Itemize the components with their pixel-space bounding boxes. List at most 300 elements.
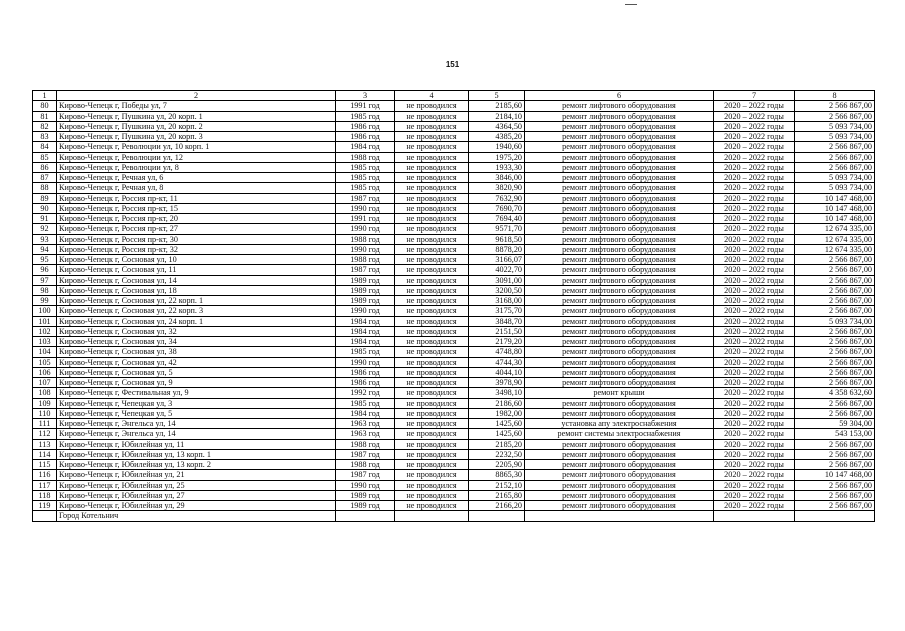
commission-year-cell: 1987 год: [336, 193, 395, 203]
area-cell: 4022,70: [469, 265, 525, 275]
cost-cell: 10 147 468,00: [795, 214, 875, 224]
work-type-cell: ремонт лифтового оборудования: [525, 203, 714, 213]
cost-cell: 2 566 867,00: [795, 367, 875, 377]
address-cell: Кирово-Чепецк г, Победы ул, 7: [57, 101, 336, 111]
header-cell: 5: [469, 91, 525, 101]
area-cell: 3166,07: [469, 255, 525, 265]
row-number-cell: 104: [33, 347, 57, 357]
row-number-cell: 81: [33, 111, 57, 121]
table-row: [33, 265, 875, 275]
address-cell: Кирово-Чепецк г, Юбилейная ул, 25: [57, 480, 336, 490]
commission-year-cell: [336, 511, 395, 521]
area-cell: 1982,00: [469, 408, 525, 418]
area-cell: 7690,70: [469, 203, 525, 213]
table-row: [33, 470, 875, 480]
work-type-cell: ремонт лифтового оборудования: [525, 265, 714, 275]
last-repair-cell: не проводился: [395, 214, 469, 224]
address-cell: Кирово-Чепецк г, Сосновая ул, 24 корп. 1: [57, 316, 336, 326]
commission-year-cell: 1984 год: [336, 142, 395, 152]
work-type-cell: ремонт лифтового оборудования: [525, 132, 714, 142]
address-cell: Кирово-Чепецк г, Юбилейная ул, 27: [57, 490, 336, 500]
table-row: [33, 162, 875, 172]
header-cell: 3: [336, 91, 395, 101]
cost-cell: 2 566 867,00: [795, 449, 875, 459]
table-body: [33, 101, 875, 521]
area-cell: 1425,60: [469, 429, 525, 439]
row-number-cell: 116: [33, 470, 57, 480]
commission-year-cell: 1984 год: [336, 326, 395, 336]
address-cell: Кирово-Чепецк г, Сосновая ул, 34: [57, 337, 336, 347]
cost-cell: 2 566 867,00: [795, 255, 875, 265]
last-repair-cell: не проводился: [395, 460, 469, 470]
last-repair-cell: не проводился: [395, 101, 469, 111]
area-cell: 7694,40: [469, 214, 525, 224]
commission-year-cell: 1984 год: [336, 316, 395, 326]
table-row: [33, 193, 875, 203]
address-cell: Кирово-Чепецк г, Сосновая ул, 42: [57, 357, 336, 367]
page-number: 151: [445, 60, 460, 69]
row-number-cell: [33, 511, 57, 521]
table-row: [33, 244, 875, 254]
work-type-cell: ремонт лифтового оборудования: [525, 367, 714, 377]
row-number-cell: 90: [33, 203, 57, 213]
area-cell: 2151,50: [469, 326, 525, 336]
table-row: [33, 490, 875, 500]
work-type-cell: ремонт лифтового оборудования: [525, 439, 714, 449]
cost-cell: 2 566 867,00: [795, 398, 875, 408]
row-number-cell: 85: [33, 152, 57, 162]
commission-year-cell: 1985 год: [336, 347, 395, 357]
commission-year-cell: 1985 год: [336, 183, 395, 193]
work-type-cell: ремонт лифтового оборудования: [525, 173, 714, 183]
table-row: [33, 439, 875, 449]
work-type-cell: ремонт лифтового оборудования: [525, 460, 714, 470]
work-type-cell: ремонт лифтового оборудования: [525, 285, 714, 295]
last-repair-cell: не проводился: [395, 142, 469, 152]
address-cell: Кирово-Чепецк г, Пушкина ул, 20 корп. 2: [57, 121, 336, 131]
cost-cell: 5 093 734,00: [795, 173, 875, 183]
last-repair-cell: не проводился: [395, 501, 469, 511]
table-row: [33, 173, 875, 183]
cost-cell: 12 674 335,00: [795, 244, 875, 254]
address-cell: Кирово-Чепецк г, Сосновая ул, 5: [57, 367, 336, 377]
work-type-cell: ремонт системы электроснабжения: [525, 429, 714, 439]
commission-year-cell: 1987 год: [336, 265, 395, 275]
cost-cell: [795, 511, 875, 521]
last-repair-cell: не проводился: [395, 296, 469, 306]
table-row: [33, 255, 875, 265]
address-cell: Кирово-Чепецк г, Юбилейная ул, 21: [57, 470, 336, 480]
cost-cell: 2 566 867,00: [795, 347, 875, 357]
area-cell: 2166,20: [469, 501, 525, 511]
row-number-cell: 100: [33, 306, 57, 316]
last-repair-cell: не проводился: [395, 224, 469, 234]
address-cell: Кирово-Чепецк г, Россия пр-кт, 32: [57, 244, 336, 254]
address-cell: Кирово-Чепецк г, Речная ул, 8: [57, 183, 336, 193]
period-cell: 2020 – 2022 годы: [714, 439, 795, 449]
last-repair-cell: не проводился: [395, 357, 469, 367]
area-cell: 3168,00: [469, 296, 525, 306]
cost-cell: 59 304,00: [795, 419, 875, 429]
last-repair-cell: не проводился: [395, 419, 469, 429]
table-row: [33, 121, 875, 131]
work-type-cell: ремонт лифтового оборудования: [525, 326, 714, 336]
last-repair-cell: не проводился: [395, 275, 469, 285]
period-cell: 2020 – 2022 годы: [714, 173, 795, 183]
cost-cell: 2 566 867,00: [795, 306, 875, 316]
table-row: [33, 203, 875, 213]
period-cell: 2020 – 2022 годы: [714, 337, 795, 347]
work-type-cell: ремонт лифтового оборудования: [525, 408, 714, 418]
commission-year-cell: 1989 год: [336, 275, 395, 285]
commission-year-cell: 1990 год: [336, 224, 395, 234]
work-type-cell: ремонт лифтового оборудования: [525, 183, 714, 193]
address-cell: Кирово-Чепецк г, Сосновая ул, 14: [57, 275, 336, 285]
cost-cell: 12 674 335,00: [795, 234, 875, 244]
commission-year-cell: 1991 год: [336, 101, 395, 111]
commission-year-cell: 1988 год: [336, 439, 395, 449]
area-cell: 1975,20: [469, 152, 525, 162]
period-cell: 2020 – 2022 годы: [714, 460, 795, 470]
area-cell: 3848,70: [469, 316, 525, 326]
commission-year-cell: 1987 год: [336, 449, 395, 459]
table-row: [33, 429, 875, 439]
area-cell: 3091,00: [469, 275, 525, 285]
address-cell: Кирово-Чепецк г, Речная ул, 6: [57, 173, 336, 183]
commission-year-cell: 1988 год: [336, 234, 395, 244]
period-cell: 2020 – 2022 годы: [714, 347, 795, 357]
period-cell: 2020 – 2022 годы: [714, 357, 795, 367]
cost-cell: 10 147 468,00: [795, 203, 875, 213]
last-repair-cell: не проводился: [395, 470, 469, 480]
row-number-cell: 111: [33, 419, 57, 429]
row-number-cell: 82: [33, 121, 57, 131]
address-cell: Кирово-Чепецк г, Энгельса ул, 14: [57, 419, 336, 429]
header-cell: 1: [33, 91, 57, 101]
commission-year-cell: 1990 год: [336, 480, 395, 490]
row-number-cell: 105: [33, 357, 57, 367]
area-cell: 3175,70: [469, 306, 525, 316]
address-cell: Кирово-Чепецк г, Сосновая ул, 38: [57, 347, 336, 357]
table-row: [33, 419, 875, 429]
last-repair-cell: не проводился: [395, 367, 469, 377]
commission-year-cell: 1986 год: [336, 378, 395, 388]
cost-cell: 2 566 867,00: [795, 142, 875, 152]
cost-cell: 5 093 734,00: [795, 183, 875, 193]
work-type-cell: ремонт лифтового оборудования: [525, 337, 714, 347]
cost-cell: 5 093 734,00: [795, 316, 875, 326]
last-repair-cell: не проводился: [395, 306, 469, 316]
area-cell: 2179,20: [469, 337, 525, 347]
address-cell: Кирово-Чепецк г, Пушкина ул, 20 корп. 1: [57, 111, 336, 121]
row-number-cell: 107: [33, 378, 57, 388]
area-cell: 9618,50: [469, 234, 525, 244]
commission-year-cell: 1987 год: [336, 470, 395, 480]
row-number-cell: 113: [33, 439, 57, 449]
row-number-cell: 88: [33, 183, 57, 193]
table-row: [33, 367, 875, 377]
commission-year-cell: 1985 год: [336, 162, 395, 172]
address-cell: Кирово-Чепецк г, Россия пр-кт, 27: [57, 224, 336, 234]
table-row: [33, 152, 875, 162]
cost-cell: 2 566 867,00: [795, 101, 875, 111]
table-row: [33, 275, 875, 285]
period-cell: 2020 – 2022 годы: [714, 490, 795, 500]
address-cell: Кирово-Чепецк г, Пушкина ул, 20 корп. 3: [57, 132, 336, 142]
area-cell: [469, 511, 525, 521]
row-number-cell: 97: [33, 275, 57, 285]
period-cell: [714, 511, 795, 521]
cost-cell: 10 147 468,00: [795, 193, 875, 203]
commission-year-cell: 1990 год: [336, 306, 395, 316]
last-repair-cell: не проводился: [395, 449, 469, 459]
row-number-cell: 87: [33, 173, 57, 183]
commission-year-cell: 1989 год: [336, 296, 395, 306]
work-type-cell: ремонт лифтового оборудования: [525, 224, 714, 234]
commission-year-cell: 1985 год: [336, 111, 395, 121]
cost-cell: 2 566 867,00: [795, 337, 875, 347]
period-cell: 2020 – 2022 годы: [714, 378, 795, 388]
area-cell: 3978,90: [469, 378, 525, 388]
row-number-cell: 117: [33, 480, 57, 490]
last-repair-cell: [395, 511, 469, 521]
commission-year-cell: 1984 год: [336, 337, 395, 347]
table-row: [33, 449, 875, 459]
period-cell: 2020 – 2022 годы: [714, 408, 795, 418]
work-type-cell: [525, 511, 714, 521]
row-number-cell: 89: [33, 193, 57, 203]
commission-year-cell: 1992 год: [336, 388, 395, 398]
address-cell: Кирово-Чепецк г, Юбилейная ул, 11: [57, 439, 336, 449]
area-cell: 1940,60: [469, 142, 525, 152]
table-row: [33, 214, 875, 224]
table-row: [33, 101, 875, 111]
header-cell: 2: [57, 91, 336, 101]
commission-year-cell: 1990 год: [336, 357, 395, 367]
row-number-cell: 109: [33, 398, 57, 408]
area-cell: 3200,50: [469, 285, 525, 295]
commission-year-cell: 1986 год: [336, 132, 395, 142]
table-row: [33, 388, 875, 398]
cost-cell: 4 358 632,60: [795, 388, 875, 398]
table-row: [33, 337, 875, 347]
last-repair-cell: не проводился: [395, 162, 469, 172]
period-cell: 2020 – 2022 годы: [714, 142, 795, 152]
period-cell: 2020 – 2022 годы: [714, 398, 795, 408]
period-cell: 2020 – 2022 годы: [714, 183, 795, 193]
table-row: [33, 142, 875, 152]
cost-cell: 12 674 335,00: [795, 224, 875, 234]
last-repair-cell: не проводился: [395, 398, 469, 408]
work-type-cell: ремонт лифтового оборудования: [525, 306, 714, 316]
table-row: [33, 347, 875, 357]
last-repair-cell: не проводился: [395, 429, 469, 439]
work-type-cell: ремонт лифтового оборудования: [525, 296, 714, 306]
work-type-cell: ремонт лифтового оборудования: [525, 275, 714, 285]
row-number-cell: 91: [33, 214, 57, 224]
header-cell: 7: [714, 91, 795, 101]
row-number-cell: 83: [33, 132, 57, 142]
period-cell: 2020 – 2022 годы: [714, 367, 795, 377]
work-type-cell: ремонт крыши: [525, 388, 714, 398]
table-row: [33, 132, 875, 142]
work-type-cell: ремонт лифтового оборудования: [525, 357, 714, 367]
period-cell: 2020 – 2022 годы: [714, 419, 795, 429]
area-cell: 7632,90: [469, 193, 525, 203]
work-type-cell: ремонт лифтового оборудования: [525, 121, 714, 131]
commission-year-cell: 1986 год: [336, 121, 395, 131]
last-repair-cell: не проводился: [395, 388, 469, 398]
address-cell: Кирово-Чепецк г, Революции ул, 8: [57, 162, 336, 172]
cost-cell: 2 566 867,00: [795, 162, 875, 172]
cost-cell: 2 566 867,00: [795, 501, 875, 511]
period-cell: 2020 – 2022 годы: [714, 121, 795, 131]
address-cell: Кирово-Чепецк г, Сосновая ул, 22 корп. 3: [57, 306, 336, 316]
period-cell: 2020 – 2022 годы: [714, 152, 795, 162]
commission-year-cell: 1988 год: [336, 460, 395, 470]
area-cell: 4748,80: [469, 347, 525, 357]
cost-cell: 5 093 734,00: [795, 121, 875, 131]
table-row: [33, 511, 875, 521]
cost-cell: 2 566 867,00: [795, 296, 875, 306]
row-number-cell: 84: [33, 142, 57, 152]
table-row: [33, 408, 875, 418]
cost-cell: 543 153,00: [795, 429, 875, 439]
row-number-cell: 98: [33, 285, 57, 295]
period-cell: 2020 – 2022 годы: [714, 193, 795, 203]
address-cell: Кирово-Чепецк г, Революции ул, 12: [57, 152, 336, 162]
work-type-cell: ремонт лифтового оборудования: [525, 244, 714, 254]
work-type-cell: установка апу электроснабжения: [525, 419, 714, 429]
table-row: [33, 111, 875, 121]
period-cell: 2020 – 2022 годы: [714, 429, 795, 439]
address-cell: Кирово-Чепецк г, Юбилейная ул, 13 корп. 2: [57, 460, 336, 470]
work-type-cell: ремонт лифтового оборудования: [525, 449, 714, 459]
last-repair-cell: не проводился: [395, 326, 469, 336]
cost-cell: 2 566 867,00: [795, 275, 875, 285]
last-repair-cell: не проводился: [395, 285, 469, 295]
table-row: [33, 378, 875, 388]
address-cell: Кирово-Чепецк г, Сосновая ул, 32: [57, 326, 336, 336]
row-number-cell: 110: [33, 408, 57, 418]
table-row: [33, 501, 875, 511]
cost-cell: 2 566 867,00: [795, 378, 875, 388]
period-cell: 2020 – 2022 годы: [714, 214, 795, 224]
table-row: [33, 480, 875, 490]
row-number-cell: 94: [33, 244, 57, 254]
address-cell: Город Котельнич: [57, 511, 336, 521]
table-row: [33, 296, 875, 306]
last-repair-cell: не проводился: [395, 244, 469, 254]
address-cell: Кирово-Чепецк г, Энгельса ул, 14: [57, 429, 336, 439]
period-cell: 2020 – 2022 годы: [714, 285, 795, 295]
last-repair-cell: не проводился: [395, 480, 469, 490]
work-type-cell: ремонт лифтового оборудования: [525, 111, 714, 121]
period-cell: 2020 – 2022 годы: [714, 244, 795, 254]
header-cell: 8: [795, 91, 875, 101]
table-row: [33, 357, 875, 367]
last-repair-cell: не проводился: [395, 203, 469, 213]
cost-cell: 2 566 867,00: [795, 265, 875, 275]
address-cell: Кирово-Чепецк г, Сосновая ул, 11: [57, 265, 336, 275]
cost-cell: 2 566 867,00: [795, 480, 875, 490]
area-cell: 3498,10: [469, 388, 525, 398]
work-type-cell: ремонт лифтового оборудования: [525, 193, 714, 203]
address-cell: Кирово-Чепецк г, Сосновая ул, 18: [57, 285, 336, 295]
period-cell: 2020 – 2022 годы: [714, 296, 795, 306]
area-cell: 3820,90: [469, 183, 525, 193]
work-type-cell: ремонт лифтового оборудования: [525, 152, 714, 162]
period-cell: 2020 – 2022 годы: [714, 203, 795, 213]
last-repair-cell: не проводился: [395, 265, 469, 275]
commission-year-cell: 1991 год: [336, 214, 395, 224]
work-type-cell: ремонт лифтового оборудования: [525, 470, 714, 480]
cost-cell: 2 566 867,00: [795, 439, 875, 449]
last-repair-cell: не проводился: [395, 234, 469, 244]
period-cell: 2020 – 2022 годы: [714, 224, 795, 234]
area-cell: 2165,80: [469, 490, 525, 500]
last-repair-cell: не проводился: [395, 316, 469, 326]
period-cell: 2020 – 2022 годы: [714, 234, 795, 244]
area-cell: 2232,50: [469, 449, 525, 459]
last-repair-cell: не проводился: [395, 111, 469, 121]
period-cell: 2020 – 2022 годы: [714, 326, 795, 336]
work-type-cell: ремонт лифтового оборудования: [525, 316, 714, 326]
commission-year-cell: 1984 год: [336, 408, 395, 418]
table-row: [33, 326, 875, 336]
address-cell: Кирово-Чепецк г, Россия пр-кт, 30: [57, 234, 336, 244]
cost-cell: 10 147 468,00: [795, 470, 875, 480]
period-cell: 2020 – 2022 годы: [714, 470, 795, 480]
period-cell: 2020 – 2022 годы: [714, 101, 795, 111]
work-type-cell: ремонт лифтового оборудования: [525, 490, 714, 500]
row-number-cell: 119: [33, 501, 57, 511]
area-cell: 4364,50: [469, 121, 525, 131]
last-repair-cell: не проводился: [395, 193, 469, 203]
address-cell: Кирово-Чепецк г, Россия пр-кт, 15: [57, 203, 336, 213]
area-cell: 8878,20: [469, 244, 525, 254]
commission-year-cell: 1989 год: [336, 285, 395, 295]
last-repair-cell: не проводился: [395, 152, 469, 162]
area-cell: 8865,30: [469, 470, 525, 480]
area-cell: 2186,60: [469, 398, 525, 408]
last-repair-cell: не проводился: [395, 378, 469, 388]
row-number-cell: 99: [33, 296, 57, 306]
period-cell: 2020 – 2022 годы: [714, 111, 795, 121]
table-row: [33, 316, 875, 326]
period-cell: 2020 – 2022 годы: [714, 501, 795, 511]
address-cell: Кирово-Чепецк г, Сосновая ул, 9: [57, 378, 336, 388]
period-cell: 2020 – 2022 годы: [714, 275, 795, 285]
last-repair-cell: не проводился: [395, 183, 469, 193]
work-type-cell: ремонт лифтового оборудования: [525, 101, 714, 111]
last-repair-cell: не проводился: [395, 121, 469, 131]
area-cell: 4744,30: [469, 357, 525, 367]
area-cell: 4044,10: [469, 367, 525, 377]
cost-cell: 2 566 867,00: [795, 326, 875, 336]
commission-year-cell: 1989 год: [336, 490, 395, 500]
area-cell: 1425,60: [469, 419, 525, 429]
table-row: [33, 234, 875, 244]
work-type-cell: ремонт лифтового оборудования: [525, 398, 714, 408]
commission-year-cell: 1985 год: [336, 173, 395, 183]
period-cell: 2020 – 2022 годы: [714, 449, 795, 459]
cost-cell: 2 566 867,00: [795, 152, 875, 162]
commission-year-cell: 1988 год: [336, 255, 395, 265]
row-number-cell: 92: [33, 224, 57, 234]
work-type-cell: ремонт лифтового оборудования: [525, 255, 714, 265]
area-cell: 2184,10: [469, 111, 525, 121]
